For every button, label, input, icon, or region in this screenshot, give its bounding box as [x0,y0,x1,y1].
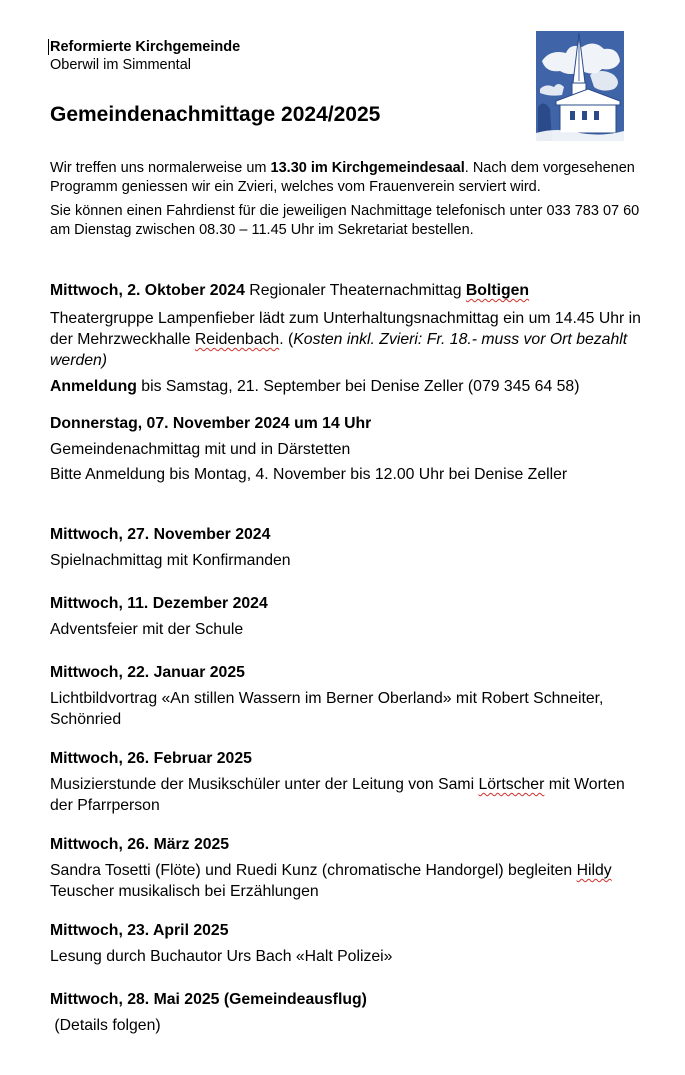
event-description-punct: . ( [279,331,294,348]
event-description-text: Theatergruppe Lampenfieber lädt zum Unterhaltungsnachmittag ein um 14.45 Uhr in der Mehrzweckhalle [50,310,641,348]
event-location: Boltigen [465,282,530,299]
event-item [50,834,650,902]
event-description: Spielnachmittag mit Konfirmanden [50,552,291,569]
event-date: Mittwoch, 26. Februar 2025 [50,750,252,767]
person-name: Hildy [576,862,612,879]
event-description: Lichtbildvortrag «An stillen Wassern im Berner Oberland» mit Robert Schneiter, Schönried [50,690,604,728]
event-item [50,280,650,397]
event-description: Lesung durch Buchautor Urs Bach «Halt Polizei» [50,948,393,965]
event-heading [50,280,650,301]
registration-details: bis Samstag, 21. September bei Denise Zeller (079 345 64 58) [136,378,580,395]
text-cursor [48,39,49,55]
event-registration [50,376,650,397]
intro-text-continued: . Nach dem vorgesehenen Programm geniessen wir ein Zvieri, welches vom Frauenverein serviert wird. [50,160,635,195]
church-logo-icon [536,31,624,141]
event-item [50,524,650,571]
intro-text: Wir treffen uns normalerweise um [50,160,271,176]
event-item [50,748,650,816]
event-cost-note: Kosten inkl. Zvieri: Fr. 18.- muss vor Ort bezahlt werden) [50,331,628,369]
event-date: Mittwoch, 23. April 2025 [50,922,229,939]
event-description: Adventsfeier mit der Schule [50,621,244,638]
event-description [50,774,650,816]
event-venue-place: Reidenbach [194,331,280,348]
event-description-text: Sandra Tosetti (Flöte) und Ruedi Kunz (chromatische Handorgel) begleiten [50,862,577,879]
org-name: Reformierte Kirchgemeinde [50,39,241,55]
event-title: Regionaler Theaternachmittag [244,282,466,299]
event-date: Mittwoch, 27. November 2024 [50,526,271,543]
event-description-text: mit Worten der Pfarrperson [50,776,625,814]
transport-paragraph: Sie können einen Fahrdienst für die jeweiligen Nachmittage telefonisch unter 033 783 07 60 am Dienstag zwischen 08.30 – 11.45 Uhr im Sekretariat bestellen. [50,203,640,238]
event-description: (Details folgen) [50,1017,161,1034]
event-item [50,662,650,730]
event-date: Mittwoch, 11. Dezember 2024 [50,595,268,612]
page-title: Gemeindenachmittage 2024/2025 [50,103,381,126]
document-header [50,38,510,74]
event-registration: Bitte Anmeldung bis Montag, 4. November bis 12.00 Uhr bei Denise Zeller [50,466,568,483]
event-date: Donnerstag, 07. November 2024 um 14 Uhr [50,415,372,432]
intro-paragraph [50,159,640,197]
event-date: Mittwoch, 2. Oktober 2024 [50,282,245,299]
event-item [50,920,650,967]
event-description-text: Musizierstunde der Musikschüler unter der Leitung von Sami [50,776,479,793]
event-item [50,413,650,485]
event-date: Mittwoch, 26. März 2025 [50,836,230,853]
event-item [50,593,650,640]
event-description: Gemeindenachmittag mit und in Därstetten [50,441,351,458]
intro-section [50,159,640,245]
event-date: Mittwoch, 22. Januar 2025 [50,664,245,681]
registration-label: Anmeldung [50,378,137,395]
event-description [50,860,650,902]
person-name: Lörtscher [478,776,545,793]
event-item [50,989,650,1036]
event-date: Mittwoch, 28. Mai 2025 (Gemeindeausflug) [50,991,367,1008]
org-place: Oberwil im Simmental [50,57,191,73]
event-description-text: Teuscher musikalisch bei Erzählungen [50,883,319,900]
event-list [50,280,650,1040]
meeting-time-location: 13.30 im Kirchgemeindesaal [270,160,465,176]
event-description [50,308,650,371]
